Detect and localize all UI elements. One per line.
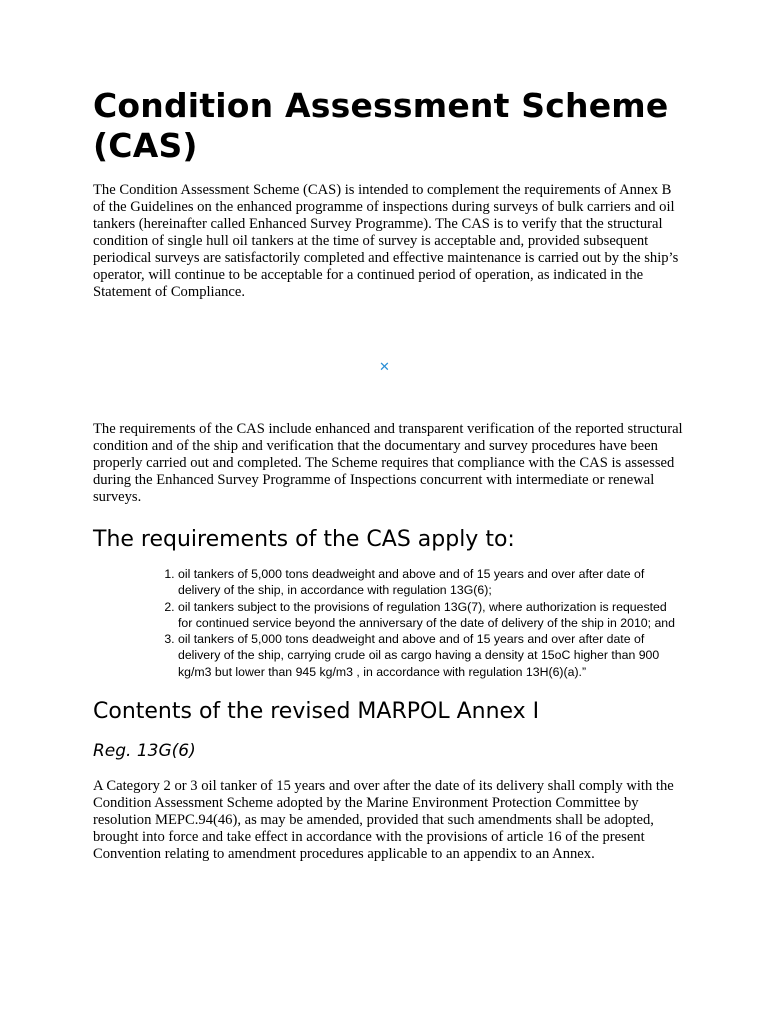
broken-image-icon[interactable]: ✕ [379,360,390,375]
list-item: 1. oil tankers of 5,000 tons deadweight and above and of 15 years and over after date of delivery of the ship, in accordance with regulation 13G(6); [178,566,683,599]
list-item: 2. oil tankers subject to the provisions of regulation 13G(7), where authorization is requested for continued service beyond the anniversary of the date of delivery of the ship in 2010; and [178,599,683,632]
apply-heading: The requirements of the CAS apply to: [93,527,515,552]
reg-heading: Reg. 13G(6) [93,741,196,762]
list-item: 3. oil tankers of 5,000 tons deadweight and above and of 15 years and over after date of delivery of the ship, carrying crude oil as cargo having a density at 15oC higher than 900 kg/m3 but lower than 945 kg/m3 , in accordance with regulation 13H(6)(a).” [178,631,683,680]
requirements-paragraph: The requirements of the CAS include enhanced and transparent verification of the reported structural condition and of the ship and verification that the documentary and survey procedures have been properly carried out and completed. The Scheme requires that compliance with the CAS is assessed during the Enhanced Survey Programme of Inspections concurrent with intermediate or renewal surveys. [93,421,683,505]
reg-paragraph: A Category 2 or 3 oil tanker of 15 years and over after the date of its delivery shall comply with the Condition Assessment Scheme adopted by the Marine Environment Protection Committee by resolution MEPC.94(46), as may be amended, provided that such amendments shall be adopted, brought into force and take effect in accordance with the provisions of article 16 of the present Convention relating to amendment procedures applicable to an appendix to an Annex. [93,778,674,863]
image-placeholder [93,301,683,421]
annex-heading: Contents of the revised MARPOL Annex I [93,699,540,725]
intro-paragraph: The Condition Assessment Scheme (CAS) is intended to complement the requirements of Annex B of the Guidelines on the enhanced programme of inspections during surveys of bulk carriers and oil tankers (hereinafter called Enhanced Survey Programme). The CAS is to verify that the structural condition of single hull oil tankers at the time of survey is acceptable and, provided subsequent periodical surveys are satisfactorily completed and effective maintenance is carried out by the ship’s operator, will continue to be acceptable for a continued period of operation, as indicated in the Statement of Compliance. [93,182,679,300]
document-title: Condition Assessment Scheme (CAS) [93,86,669,165]
document-page [93,86,683,863]
apply-list [93,566,683,680]
